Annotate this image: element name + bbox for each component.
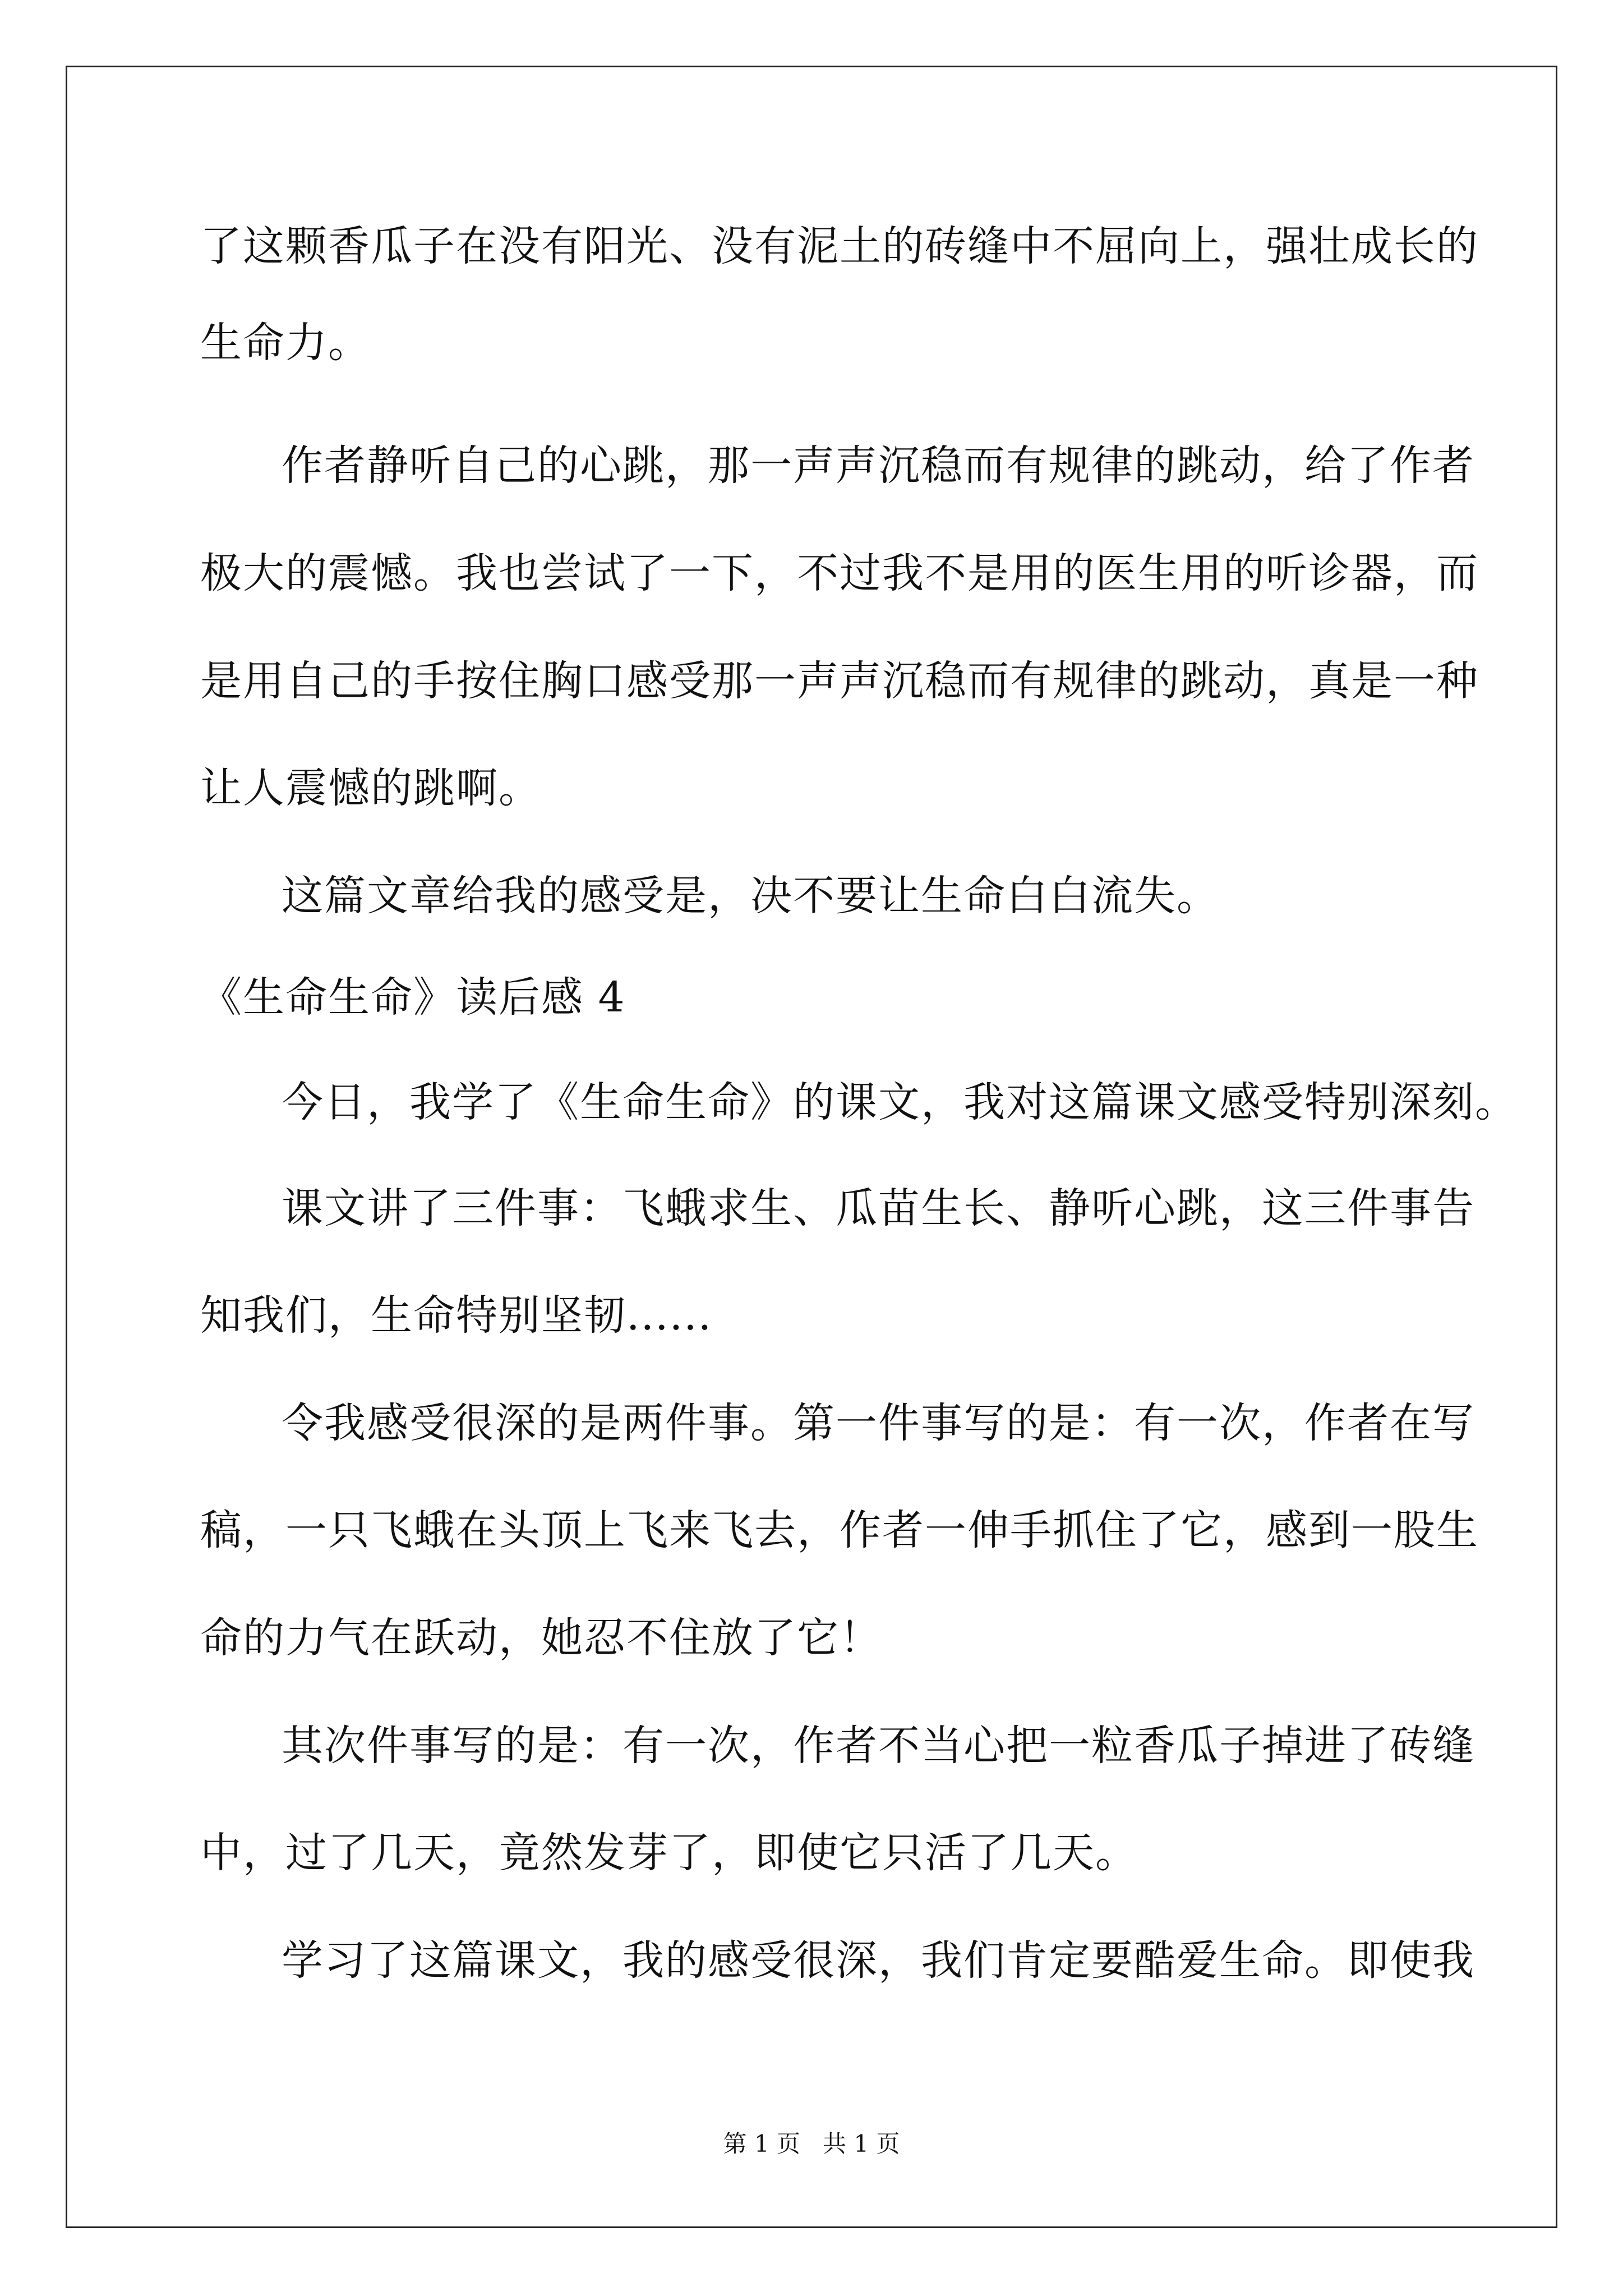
paragraph-start-line: 其次件事写的是：有一次，作者不当心把一粒香瓜子掉进了砖缝 [282,1722,1475,1770]
text-line: 命的力气在跃动，她忍不住放了它！ [200,1614,882,1662]
page-number-footer: 第 1 页 共 1 页 [723,2130,900,2157]
text-line: 生命力。 [200,319,371,367]
section-heading: 《生命生命》读后感 4 [200,973,626,1022]
paragraph-start-line: 令我感受很深的是两件事。第一件事写的是：有一次，作者在写 [282,1399,1475,1447]
text-line: 是用自己的手按住胸口感受那一声声沉稳而有规律的跳动，真是一种 [200,657,1479,705]
page-border [66,66,1557,2228]
text-line: 稿，一只飞蛾在头顶上飞来飞去，作者一伸手抓住了它，感到一股生 [200,1506,1479,1554]
paragraph-start-line: 学习了这篇课文，我的感受很深，我们肯定要酷爱生命。即使我 [282,1936,1475,1985]
paragraph-start-line: 课文讲了三件事：飞蛾求生、瓜苗生长、静听心跳，这三件事告 [282,1184,1475,1232]
text-line: 了这颗香瓜子在没有阳光、没有泥土的砖缝中不屈向上，强壮成长的 [200,222,1479,270]
paragraph-start-line: 作者静听自己的心跳，那一声声沉稳而有规律的跳动，给了作者 [282,441,1475,490]
text-line: 极大的震憾。我也尝试了一下，不过我不是用的医生用的听诊器，而 [200,549,1479,597]
text-line: 让人震憾的跳啊。 [200,764,541,812]
paragraph-start-line: 这篇文章给我的感受是，决不要让生命白白流失。 [282,872,1219,920]
text-line: 中，过了几天，竟然发芽了，即使它只活了几天。 [200,1829,1138,1877]
paragraph-start-line: 今日，我学了《生命生命》的课文，我对这篇课文感受特别深刻。 [282,1078,1518,1126]
text-line: 知我们，生命特别坚韧...... [200,1291,713,1340]
